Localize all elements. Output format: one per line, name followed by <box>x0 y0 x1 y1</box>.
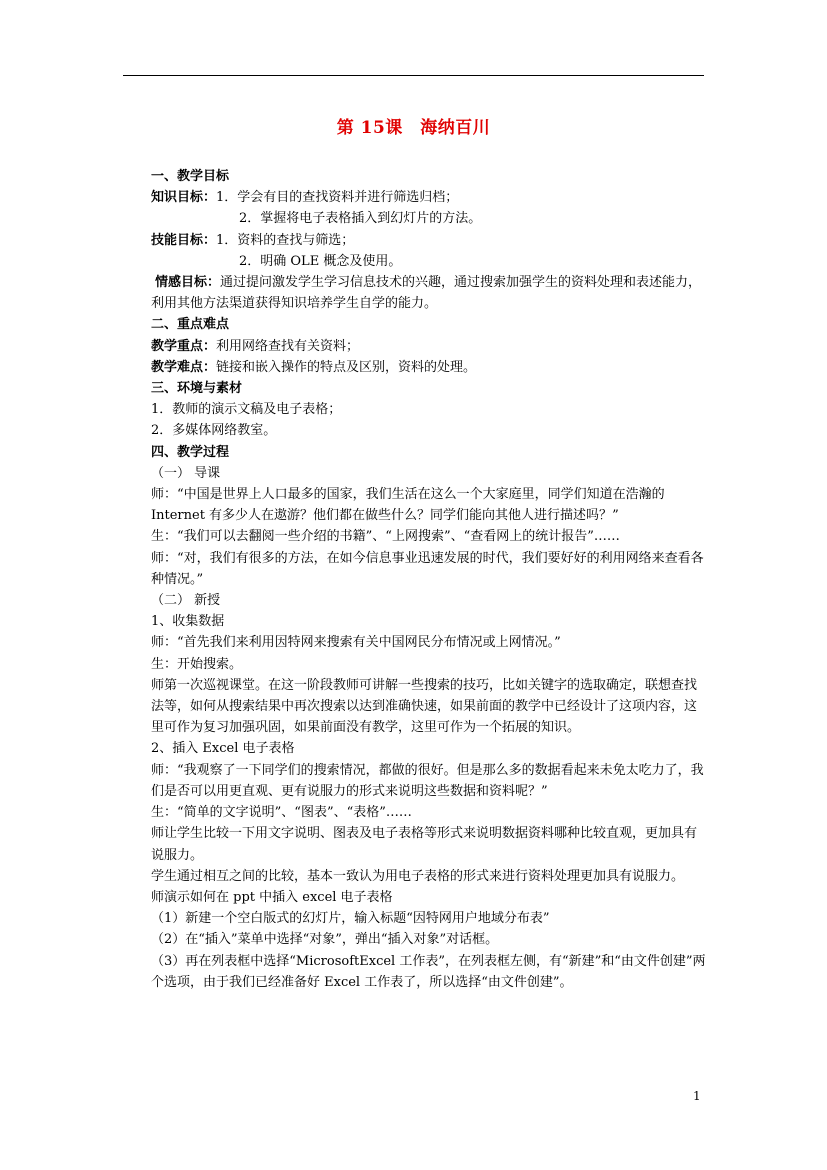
paragraph: （二） 新授 <box>151 593 221 609</box>
paragraph: 师：“首先我们来利用因特网来搜索有关中国网民分布情况或上网情况。” <box>151 635 561 651</box>
section-heading-key-points: 二、重点难点 <box>151 317 230 333</box>
page-number: 1 <box>693 1089 701 1103</box>
paragraph: 师：“中国是世界上人口最多的国家，我们生活在这么一个大家庭里，同学们知道在浩瀚的 Internet 有多少人在遨游？他们都在做些什么？同学们能向其他人进行描述吗？” <box>151 487 665 524</box>
document-body <box>151 166 707 993</box>
teaching-focus-text: 利用网络查找有关资料； <box>216 338 360 354</box>
knowledge-objective-2: 2．掌握将电子表格插入到幻灯片的方法。 <box>239 211 482 227</box>
teaching-focus <box>151 336 707 357</box>
teaching-difficulty <box>151 357 707 378</box>
paragraph: 生：开始搜索。 <box>151 656 243 672</box>
skill-objective-1 <box>151 230 707 251</box>
paragraph: 学生通过相互之间的比较，基本一致认为用电子表格的形式来进行资料处理更加具有说服力。 <box>151 868 685 884</box>
knowledge-objective-text-1: 1．学会有目的查找资料并进行筛选归档； <box>216 190 459 206</box>
emotion-objective-label: 情感目标： <box>155 275 221 291</box>
emotion-objective <box>151 272 707 314</box>
knowledge-objective-label: 知识目标： <box>151 190 217 206</box>
paragraph: 师：“我观察了一下同学们的搜索情况，都做的很好。但是那么多的数据看起来未免太吃力了，我们是否可以用更直观、更有说服力的形式来说明这些数据和资料呢？” <box>151 762 704 799</box>
teaching-focus-label: 教学重点： <box>151 338 217 354</box>
paragraph: 生：“简单的文字说明”、“图表”、“表格”…… <box>151 805 412 821</box>
paragraph: 2、插入 Excel 电子表格 <box>151 741 295 757</box>
skill-objective-text-1: 1．资料的查找与筛选； <box>216 232 355 248</box>
section-heading-objectives: 一、教学目标 <box>151 169 230 184</box>
header-rule <box>123 75 704 76</box>
paragraph: 生：“我们可以去翻阅一些介绍的书籍”、“上网搜索”、“查看网上的统计报告”…… <box>151 529 620 545</box>
skill-objective-label: 技能目标： <box>151 232 217 248</box>
paragraph: 师：“对，我们有很多的方法，在如今信息事业迅速发展的时代，我们要好好的利用网络来查看各种情况。” <box>151 550 704 587</box>
paragraph: （一） 导课 <box>151 465 221 481</box>
teaching-difficulty-label: 教学难点： <box>151 359 217 375</box>
paragraph: 师让学生比较一下用文字说明、图表及电子表格等形式来说明数据资料哪种比较直观，更加具有说服力。 <box>151 826 698 863</box>
section-heading-environment: 三、环境与素材 <box>151 381 243 397</box>
teaching-difficulty-text: 链接和嵌入操作的特点及区别，资料的处理。 <box>216 359 477 375</box>
paragraph: 师第一次巡视课堂。在这一阶段教师可讲解一些搜索的技巧，比如关键字的选取确定，联想查找法等，如何从搜索结果中再次搜索以达到准确快速，如果前面的教学中已经设计了这项内容，这里可作为复习加强巩固，如果前面没有教学，这里可作为一个拓展的知识。 <box>151 677 698 736</box>
lesson-title: 第 15课 海纳百川 <box>336 118 491 138</box>
paragraph: 1、收集数据 <box>151 614 225 630</box>
skill-objective-2: 2．明确 OLE 概念及使用。 <box>239 253 402 269</box>
section-heading-process: 四、教学过程 <box>151 444 230 460</box>
paragraph: （3）再在列表框中选择“MicrosoftExcel 工作表”，在列表框左侧，有“新建”和“由文件创建”两个选项，由于我们已经准备好 Excel 工作表了，所以选择“由文件创建”。 <box>151 953 706 990</box>
paragraph: 师演示如何在 ppt 中插入 excel 电子表格 <box>151 889 393 905</box>
paragraph: （1）新建一个空白版式的幻灯片，输入标题“因特网用户地域分布表” <box>151 911 550 927</box>
environment-item-1: 1．教师的演示文稿及电子表格； <box>151 402 342 418</box>
emotion-objective-text: 通过提问激发学生学习信息技术的兴趣，通过搜索加强学生的资料处理和表述能力，利用其他方法渠道获得知识培养学生自学的能力。 <box>151 275 702 312</box>
knowledge-objective-1 <box>151 187 707 208</box>
paragraph: （2）在“插入”菜单中选择“对象”，弹出“插入对象”对话框。 <box>151 932 499 948</box>
environment-item-2: 2．多媒体网络教室。 <box>151 423 277 439</box>
